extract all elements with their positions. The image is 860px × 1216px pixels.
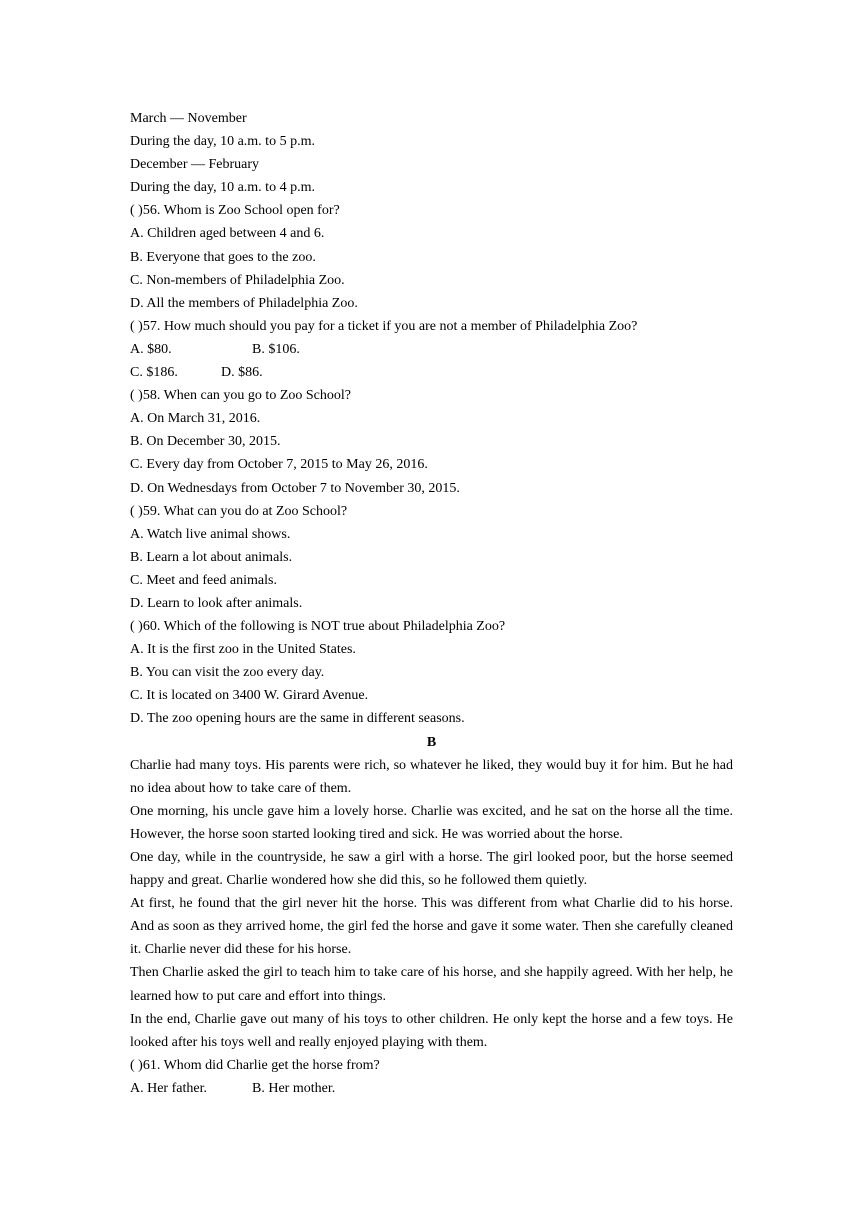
schedule-line: December — February [130,157,260,173]
question-57-option-c: C. $186. [130,365,178,381]
question-60-stem: ( )60. Which of the following is NOT true about Philadelphia Zoo? [130,619,506,635]
question-58-option-c: C. Every day from October 7, 2015 to May 26, 2016. [130,457,428,473]
question-57-stem: ( )57. How much should you pay for a ticket if you are not a member of Philadelphia Zoo? [130,318,638,334]
document-page [130,107,733,1100]
question-57-options-row-1 [130,338,733,361]
passage-paragraph: Then Charlie asked the girl to teach him to take care of his horse, and she happily agreed. With her help, he learned how to put care and effort into things. [130,965,733,1004]
section-heading-b: B [426,734,437,750]
question-56-stem: ( )56. Whom is Zoo School open for? [130,203,340,219]
question-61-option-a: A. Her father. [130,1080,207,1096]
question-58-stem: ( )58. When can you go to Zoo School? [130,388,351,404]
passage-paragraph: In the end, Charlie gave out many of his toys to other children. He only kept the horse and a few toys. He looked after his toys well and really enjoyed playing with them. [130,1011,733,1050]
question-58-option-a: A. On March 31, 2016. [130,411,261,427]
question-56-option-c: C. Non-members of Philadelphia Zoo. [130,272,345,288]
question-56-option-a: A. Children aged between 4 and 6. [130,226,325,242]
question-60-option-a: A. It is the first zoo in the United States. [130,642,356,658]
question-59-option-c: C. Meet and feed animals. [130,572,277,588]
passage-paragraph: At first, he found that the girl never hit the horse. This was different from what Charlie did to his horse. And as soon as they arrived home, the girl fed the horse and gave it some water. Then she carefully cleaned it. Charlie never did these for his horse. [130,896,733,958]
question-56-option-b: B. Everyone that goes to the zoo. [130,249,316,265]
question-58-option-d: D. On Wednesdays from October 7 to November 30, 2015. [130,480,460,496]
passage-paragraph: One day, while in the countryside, he saw a girl with a horse. The girl looked poor, but the horse seemed happy and great. Charlie wondered how she did this, so he followed them quietly. [130,850,733,889]
question-57-option-a: A. $80. [130,341,172,357]
schedule-line: March — November [130,111,247,126]
question-60-option-c: C. It is located on 3400 W. Girard Avenue. [130,688,369,704]
passage-paragraph: One morning, his uncle gave him a lovely horse. Charlie was excited, and he sat on the horse all the time. However, the horse soon started looking tired and sick. He was worried about the horse. [130,803,733,842]
question-59-option-b: B. Learn a lot about animals. [130,549,293,565]
question-61-option-b: B. Her mother. [252,1080,336,1096]
question-57-options-row-2 [130,361,733,384]
question-60-option-d: D. The zoo opening hours are the same in different seasons. [130,711,465,727]
question-57-option-d: D. $86. [221,365,263,381]
question-57-option-b: B. $106. [252,341,300,357]
question-61-stem: ( )61. Whom did Charlie get the horse from? [130,1057,380,1073]
passage-paragraph: Charlie had many toys. His parents were rich, so whatever he liked, they would buy it for him. But he had no idea about how to take care of them. [130,757,733,796]
question-59-option-d: D. Learn to look after animals. [130,595,303,611]
question-59-option-a: A. Watch live animal shows. [130,526,291,542]
question-61-options-row-1 [130,1077,733,1100]
schedule-line: During the day, 10 a.m. to 4 p.m. [130,180,315,196]
question-59-stem: ( )59. What can you do at Zoo School? [130,503,348,519]
question-58-option-b: B. On December 30, 2015. [130,434,281,450]
question-56-option-d: D. All the members of Philadelphia Zoo. [130,295,358,311]
question-60-option-b: B. You can visit the zoo every day. [130,665,325,681]
schedule-line: During the day, 10 a.m. to 5 p.m. [130,134,315,150]
